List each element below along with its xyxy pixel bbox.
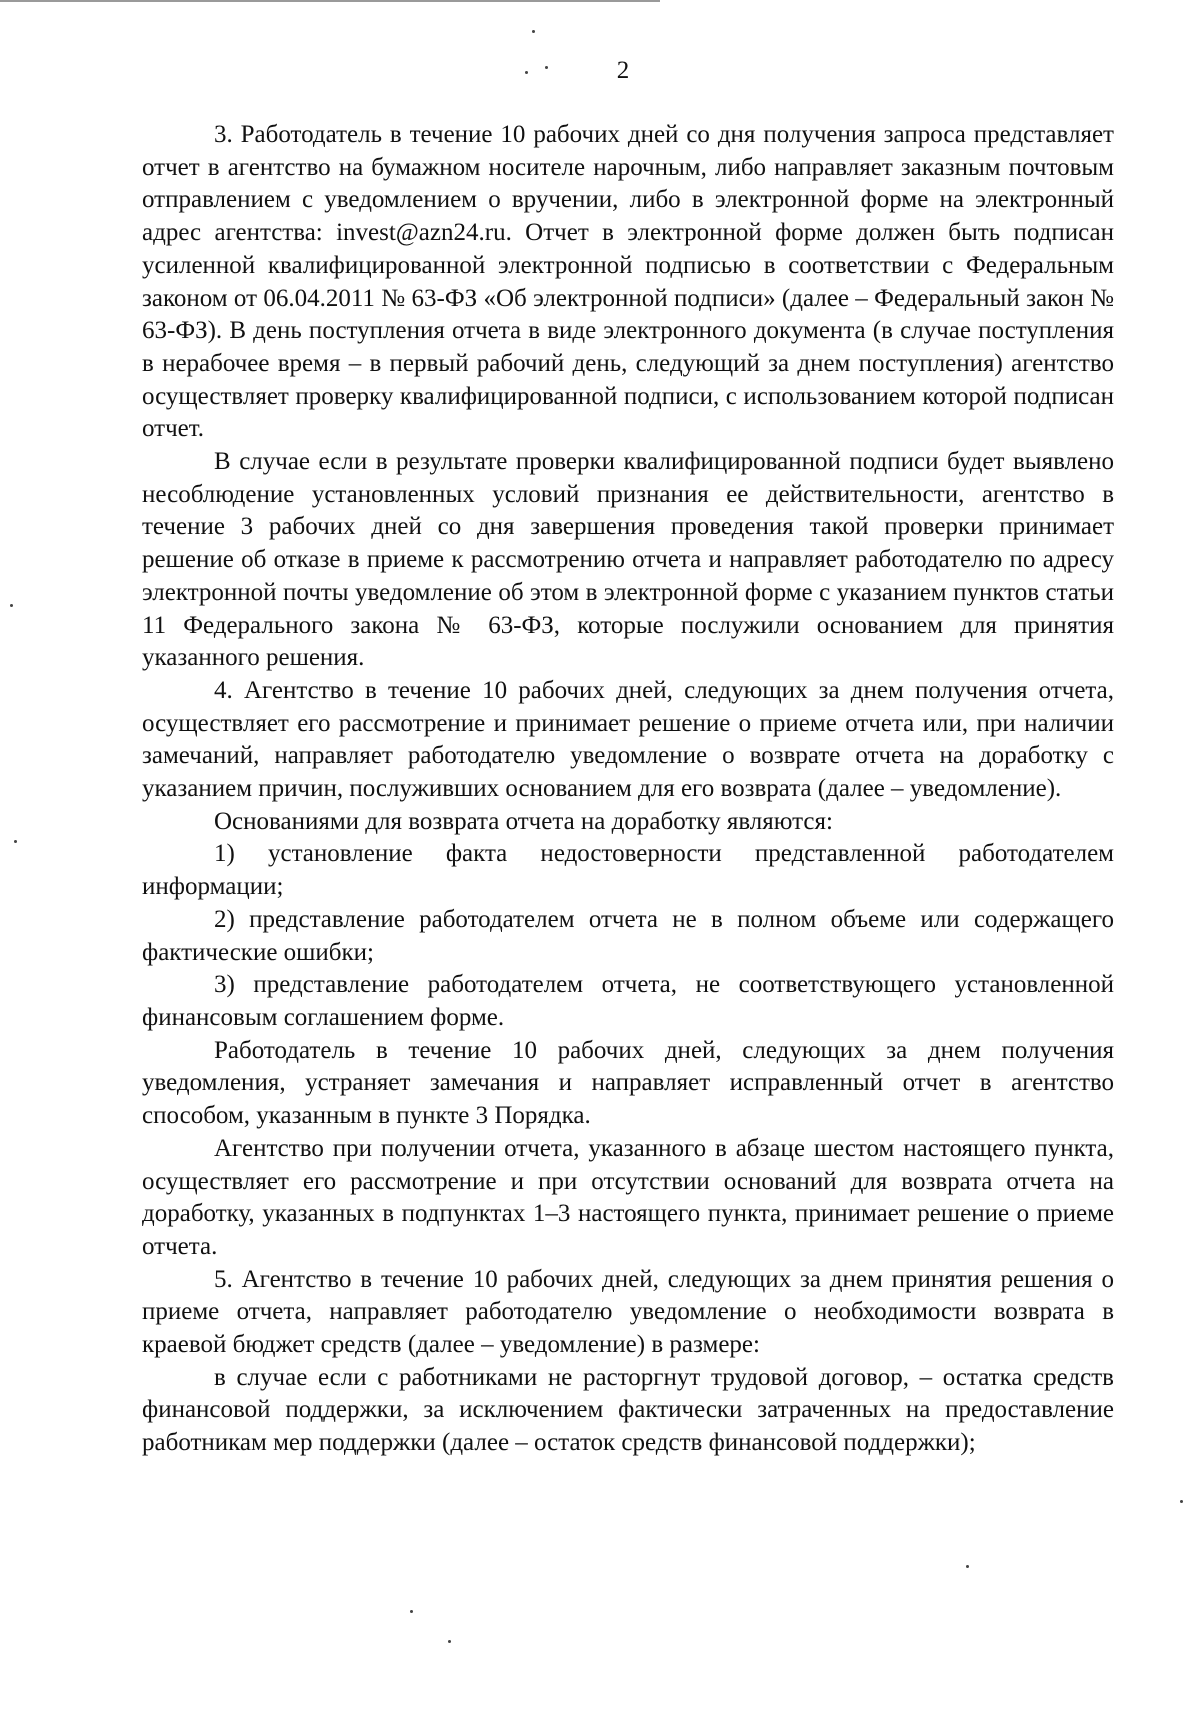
scan-speck	[966, 1565, 969, 1568]
paragraph-signature-check: В случае если в результате проверки квалифицированной подписи будет выявлено несоблюдение установленных условий признания ее действительности, агентство в течение 3 рабочих дней со дня завершения проведения такой проверки принимает решение об отказе в приеме к рассмотрению отчета и направляет работодателю по адресу электронной почты уведомление об этом в электронной форме с указанием пунктов статьи 11 Федерального закона № 63-ФЗ, которые послужили основанием для принятия указанного решения.	[142, 448, 1114, 672]
paragraph-item-3: 3. Работодатель в течение 10 рабочих дней со дня получения запроса представляет отчет в агентство на бумажном носителе нарочным, либо направляет заказным почтовым отправлением с уведомлением о вручении, либо в электронной форме на электронный адрес агентства: invest@azn24.ru. Отчет в электронной форме должен быть подписан усиленной квалифицированной электронной подписью в соответствии с Федеральным законом от 06.04.2011 № 63-ФЗ «Об электронной подписи» (далее – Федеральный закон № 63-ФЗ). В день поступления отчета в виде электронного документа (в случае поступления в нерабочее время – в первый рабочий день, следующий за днем поступления) агентство осуществляет проверку квалифицированной подписи, с использованием которой подписан отчет.	[142, 121, 1114, 443]
scan-speck	[14, 840, 17, 843]
page-number: 2	[616, 57, 630, 84]
scan-speck	[410, 1610, 413, 1613]
paragraph-return-grounds-intro: Основаниями для возврата отчета на доработку являются:	[214, 807, 833, 835]
list-item-ground-3: 3) представление работодателем отчета, не соответствующего установленной финансовым соглашением форме.	[142, 971, 1114, 1031]
scan-speck	[1180, 1500, 1183, 1503]
scan-top-edge	[0, 0, 660, 2]
scan-speck	[448, 1640, 451, 1643]
scan-speck	[10, 604, 13, 607]
paragraph-item-4: 4. Агентство в течение 10 рабочих дней, следующих за днем получения отчета, осуществляет его рассмотрение и принимает решение о приеме отчета или, при наличии замечаний, направляет работодателю уведомление о возврате отчета на доработку с указанием причин, послуживших основанием для его возврата (далее – уведомление).	[142, 676, 1114, 803]
list-item-ground-1: 1) установление факта недостоверности представленной работодателем информации;	[142, 840, 1114, 901]
paragraph-remaining-funds: в случае если с работниками не расторгнут трудовой договор, – остатка средств финансовой поддержки, за исключением фактически затраченных на предоставление работникам мер поддержки (далее – остаток средств финансовой поддержки);	[142, 1363, 1114, 1457]
paragraph-item-5: 5. Агентство в течение 10 рабочих дней, следующих за днем принятия решения о приеме отчета, направляет работодателю уведомление о необходимости возврата в краевой бюджет средств (далее – уведомление) в размере:	[142, 1265, 1114, 1359]
scan-speck	[532, 30, 535, 33]
document-body	[142, 119, 1114, 1460]
list-item-ground-2: 2) представление работодателем отчета не в полном объеме или содержащего фактические ошибки;	[142, 905, 1114, 966]
paragraph-agency-review: Агентство при получении отчета, указанного в абзаце шестом настоящего пункта, осуществляет его рассмотрение и при отсутствии оснований для возврата отчета на доработку, указанных в подпунктах 1–3 настоящего пункта, принимает решение о приеме отчета.	[142, 1134, 1114, 1260]
paragraph-employer-correction: Работодатель в течение 10 рабочих дней, следующих за днем получения уведомления, устраняет замечания и направляет исправленный отчет в агентство способом, указанным в пункте 3 Порядка.	[142, 1036, 1114, 1130]
